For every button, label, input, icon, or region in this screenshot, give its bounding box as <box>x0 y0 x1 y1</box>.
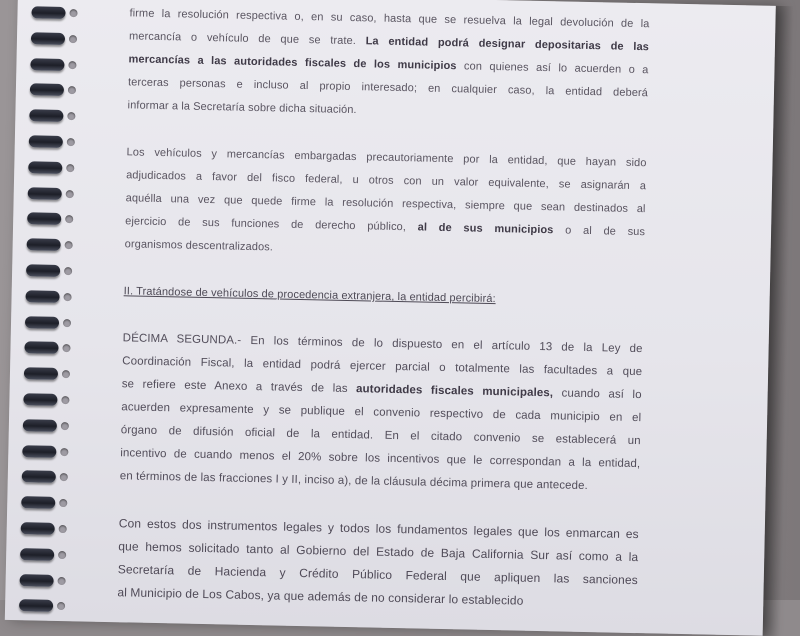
punch-hole <box>66 164 74 172</box>
text-run: ejercicio de sus funciones de derecho público, <box>125 215 407 234</box>
text-line: incentivo de cuando menos el 20% sobre los incentivos que le correspondan a la entidad, <box>120 447 641 471</box>
paragraph-3 <box>120 327 643 499</box>
binding-ring <box>24 367 58 380</box>
text-line: organismos descentralizados. <box>124 238 274 254</box>
binding-ring <box>22 471 56 484</box>
bold-text: La entidad podrá designar depositarias de las <box>365 35 650 54</box>
text-line: Coordinación Fiscal, la entidad podrá ejercer parcial o totalmente las facultades a que <box>122 355 643 379</box>
binding-ring <box>29 135 63 148</box>
punch-hole <box>69 35 77 43</box>
binding-ring <box>30 58 64 71</box>
section-heading: II. Tratándose de vehículos de procedencia extranjera, la entidad percibirá: <box>123 285 496 306</box>
punch-hole <box>62 370 70 378</box>
spiral-binding <box>5 0 98 622</box>
punch-hole <box>58 551 66 559</box>
text-line: que hemos solicitado tanto al Gobierno del Estado de Baja California Sur así como a la <box>118 539 639 565</box>
binding-ring <box>23 393 57 406</box>
binding-ring <box>27 213 61 226</box>
text-run: cuando así lo <box>561 387 642 402</box>
text-line: órgano de difusión oficial de la entidad. En el citado convenio se establecerá un <box>120 424 641 448</box>
punch-hole <box>62 344 70 352</box>
punch-hole <box>59 499 67 507</box>
text-line: en términos de las fracciones I y II, inciso a), de la cláusula décima primera que antecede. <box>119 470 589 493</box>
punch-hole <box>58 577 66 585</box>
binding-ring <box>25 290 59 303</box>
binding-ring <box>25 316 59 329</box>
text-line: al Municipio de Los Cabos, ya que además de no considerar lo establecido <box>117 585 524 608</box>
text-line: informar a la Secretaría sobre dicha situación. <box>127 99 357 117</box>
text-line: adjudicados a favor del fisco federal, u otros con un valor equivalente, se asignarán a <box>126 169 647 193</box>
binding-ring <box>29 109 63 122</box>
punch-hole <box>60 448 68 456</box>
binding-ring <box>19 600 53 613</box>
paragraph-1 <box>127 2 649 128</box>
punch-hole <box>65 241 73 249</box>
text-line: Secretaría de Hacienda y Crédito Público Federal que apliquen las sanciones <box>117 562 638 588</box>
document-page <box>5 0 776 636</box>
binding-ring <box>20 548 54 561</box>
text-line: terceras personas e incluso al propio interesado; en cualquier caso, la entidad deberá <box>127 76 649 100</box>
binding-ring <box>30 84 64 97</box>
punch-hole <box>67 112 75 120</box>
bold-text: autoridades fiscales municipales, <box>355 383 554 400</box>
binding-ring <box>26 264 60 277</box>
binding-ring <box>21 496 55 509</box>
binding-ring <box>28 187 62 200</box>
binding-ring <box>23 419 57 432</box>
punch-hole <box>65 215 73 223</box>
punch-hole <box>69 9 77 17</box>
punch-hole <box>68 61 76 69</box>
punch-hole <box>66 190 74 198</box>
text-line: aquélla una vez que quede firme la resolución respectiva, siempre que sean destinados al <box>125 192 646 216</box>
text-run: mercancía o vehículo de que se trate. <box>128 30 357 48</box>
binding-ring <box>24 342 58 355</box>
punch-hole <box>63 319 71 327</box>
punch-hole <box>61 396 69 404</box>
binding-ring <box>31 6 65 19</box>
bold-text: al de sus municipios <box>417 221 554 237</box>
punch-hole <box>64 267 72 275</box>
binding-ring <box>27 238 61 251</box>
punch-hole <box>61 422 69 430</box>
binding-ring <box>31 32 65 45</box>
text-run: con quienes así lo acuerden o a <box>463 60 649 77</box>
punch-hole <box>60 473 68 481</box>
punch-hole <box>64 293 72 301</box>
punch-hole <box>68 86 76 94</box>
text-run: se refiere este Anexo a través de las <box>121 378 348 395</box>
text-line: Los vehículos y mercancías embargadas precautoriamente por la entidad, que hayan sido <box>126 146 647 170</box>
binding-ring <box>28 161 62 174</box>
binding-ring <box>20 574 54 587</box>
text-run: o al de sus <box>565 224 646 239</box>
text-line: DÉCIMA SEGUNDA.- En los términos de lo dispuesto en el artículo 13 de la Ley de <box>122 332 643 356</box>
bold-text: mercancías a las autoridades fiscales de los municipios <box>128 53 457 73</box>
text-line: acuerden expresamente y se publique el convenio respectivo de cada municipio en el <box>121 401 642 425</box>
punch-hole <box>67 138 75 146</box>
binding-ring <box>21 522 55 535</box>
punch-hole <box>57 602 65 610</box>
punch-hole <box>59 525 67 533</box>
paragraph-2 <box>124 141 646 267</box>
text-line: firme la resolución respectiva o, en su caso, hasta que se resuelva la legal devolución de la <box>129 7 650 31</box>
binding-ring <box>22 445 56 458</box>
text-line: Con estos dos instrumentos legales y todos los fundamentos legales que los enmarcan es <box>118 516 639 542</box>
document-body <box>117 2 649 615</box>
